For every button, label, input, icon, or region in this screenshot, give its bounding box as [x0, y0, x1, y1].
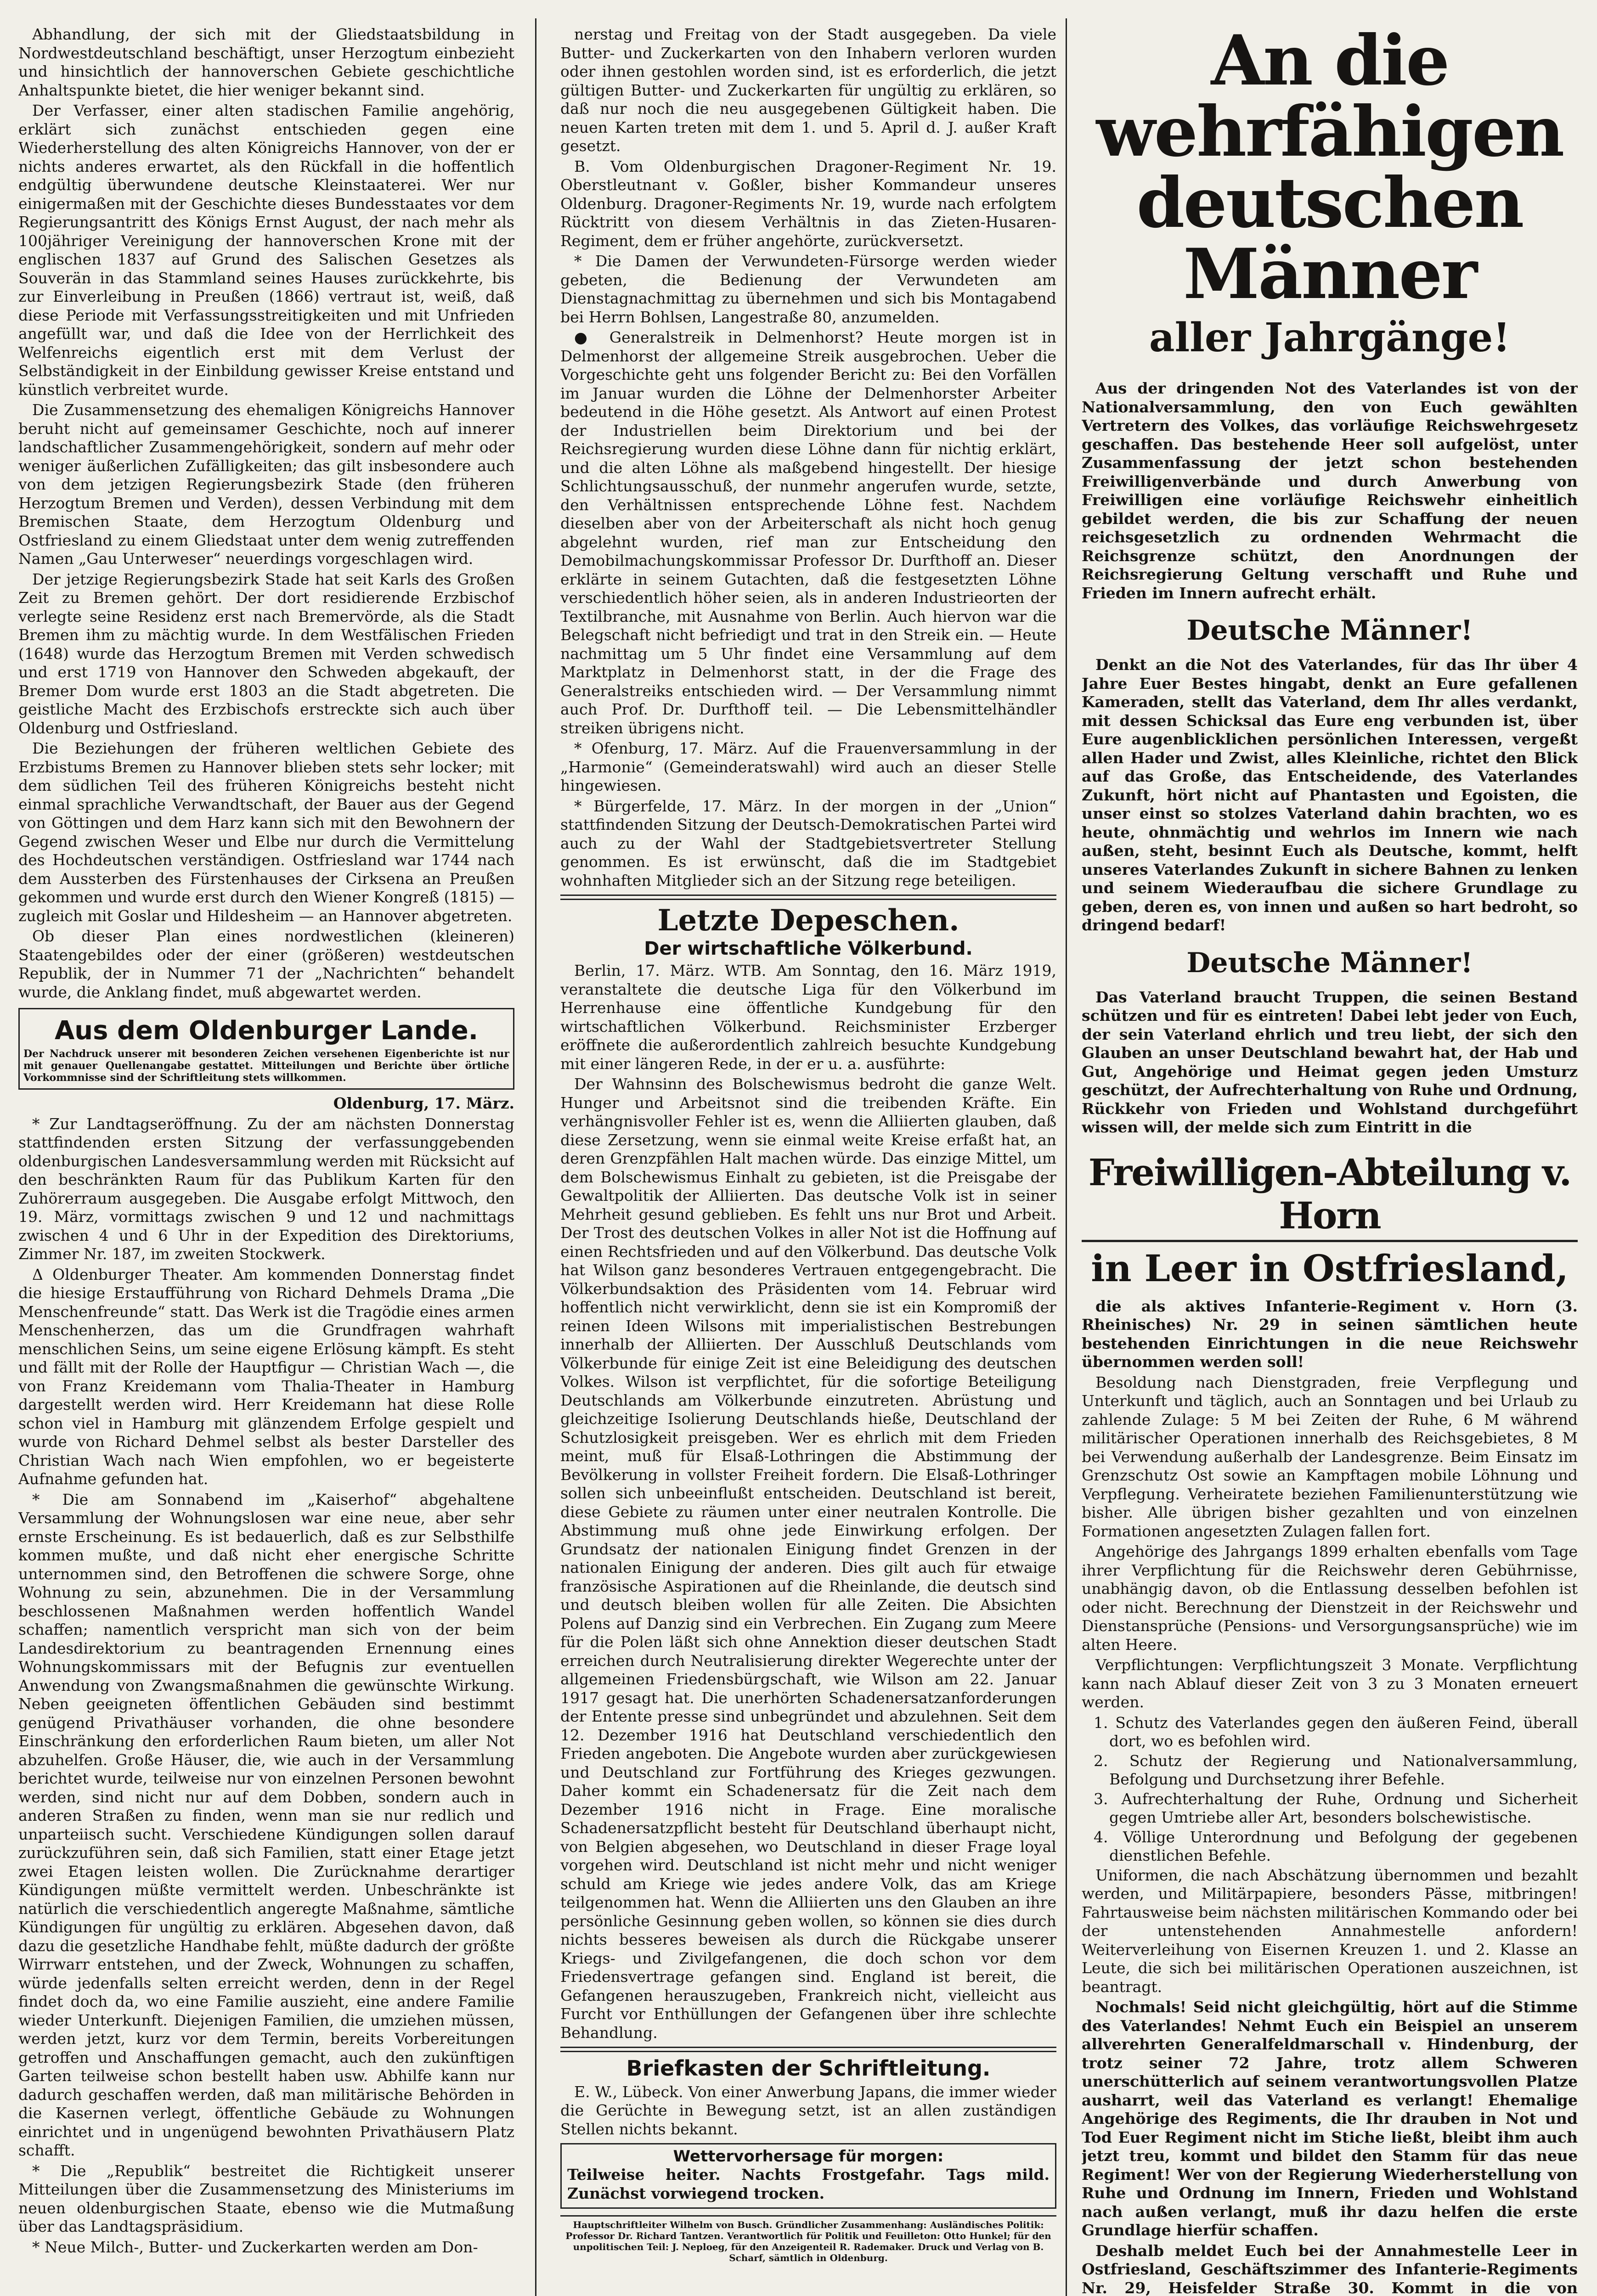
article-nordwestdeutschland: [18, 25, 514, 1002]
briefkasten-text: E. W., Lübeck. Von einer Anwerbung Japans, die immer wieder die Gerüchte in Bewegung setzt, ist an allen zuständigen Stellen nichts bekannt.: [560, 2082, 1056, 2138]
section-title: Aus dem Oldenburger Lande.: [54, 1016, 479, 1046]
paragraph: Ob dieser Plan eines nordwestlichen (kleineren) Staatengebildes oder der einer (größeren) westdeutschen Republik, der in Nummer 71 der „Nachrichten“ behandelt wurde, die Anklang findet, muß abgewartet werden.: [18, 927, 514, 1001]
column-2: [560, 25, 1056, 2296]
dateline: Oldenburg, 17. März.: [333, 1094, 514, 1112]
paragraph: nerstag und Freitag von der Stadt ausgegeben. Da viele Butter- und Zuckerkarten von den Inhabern verloren wurden oder ihnen gestohlen worden sind, ist es erforderlich, die jetzt gültigen Butter- und Zuckerkarten für ungültig zu erklären, so daß nur noch die neu ausgegebenen Gültigkeit haben. Die neuen Karten treten mit dem 1. und 5. April d. J. außer Kraft gesetzt.: [560, 25, 1056, 155]
section-note: Der Nachdruck unserer mit besonderen Zeichen versehenen Eigenberichte ist nur mit genauer Quellenangabe gestattet. Mitteilungen und Berichte über örtliche Vorkommnisse sind der Schriftleitung stets willkommen.: [23, 1047, 509, 1084]
paragraph: Δ Oldenburger Theater. Am kommenden Donnerstag findet die hiesige Erstaufführung von Richard Dehmels Drama „Die Menschenfreunde“ statt. Das Werk ist die Tragödie eines armen Menschenherzen, das um die Grundfragen wahrhaft menschlichen Seins, um seine eigene Erlösung kämpft. Es steht und fällt mit der Rolle der Hauptfigur — Christian Wach —, die von Franz Kreidemann vom Thalia-Theater in Hamburg dargestellt werden wird. Herr Kreidemann hat diese Rolle schon viel in Hamburg mit glänzendem Erfolge gespielt und wurde von Richard Dehmel selbst als bester Darsteller des Christian Wach nach Wien empfohlen, wo er begeisterte Aufnahme gefunden hat.: [18, 1265, 514, 1488]
weather-box: [560, 2143, 1056, 2209]
appeal-paragraph: Das Vaterland braucht Truppen, die seinen Bestand schützen und für es eintreten! Dabei lebt jeder von Euch, der sein Vaterland ehrlich und treu liebt, der sich den Glauben an unser Deutschland bewahrt hat, der Hab und Gut, Angehörige und Heimat gegen jeden Umsturz geschützt, der Aufrechterhaltung von Ruhe und Ordnung, Rückkehr von Frieden und Wohlstand durchgeführt wissen will, der melde sich zum Eintritt in die: [1082, 988, 1578, 1136]
appeal-paragraph: Denkt an die Not des Vaterlandes, für das Ihr über 4 Jahre Euer Bestes hingabt, denkt an Eure gefallenen Kameraden, stellt das Vaterland, dem Ihr alles verdankt, mit dessen Schicksal das Eure eng verbunden ist, über Eure augenblicklichen persönlichen Interessen, vergeßt allen Hader und Zwist, alles Kleinliche, richtet den Blick auf das Große, das Entscheidende, des Vaterlandes Zukunft, hört nicht auf Phantasten und Egoisten, die unser einst so stolzes Vaterland dahin brachten, wo es heute, ohnmächtig und wehrlos im Innern wie nach außen, steht, besinnt Euch als Deutsche, kommt, helft unseres Vaterlandes Zukunft in sichere Bahnen zu lenken und seinem Wiederaufbau die sichere Grundlage zu geben, deren es, von innen und außen so hart bedroht, so dringend bedarf!: [1082, 656, 1578, 934]
paragraph: * Zur Landtagseröffnung. Zu der am nächsten Donnerstag stattfindenden ersten Sitzung der verfassunggebenden oldenburgischen Landesversammlung werden mit Rücksicht auf den beschränkten Raum für das Publikum Karten für den Zuhörerraum ausgegeben. Die Ausgabe erfolgt Mittwoch, den 19. März, vormittags zwischen 9 und 12 und nachmittags zwischen 4 und 6 Uhr in der Expedition des Direktoriums, Zimmer Nr. 187, im zweiten Stockwerk.: [18, 1114, 514, 1263]
article-voelkerbund: [560, 962, 1056, 2042]
duty-list-item: 3. Aufrechterhaltung der Ruhe, Ordnung und Sicherheit gegen Umtriebe aller Art, besonders bolschewistische.: [1094, 1790, 1578, 1826]
column-1: [18, 25, 514, 2296]
appeal-title-line-3: aller Jahrgänge!: [1149, 315, 1511, 361]
column-3-advertisement: [1082, 25, 1578, 2296]
local-news: [18, 1115, 514, 2257]
paragraph: Der Verfasser, einer alten stadischen Familie angehörig, erklärt sich zunächst entschieden gegen eine Wiederherstellung des alten Königreichs Hannover, von der er nichts anderes erwartet, als den Rückfall in die hoffentlich endgültig überwundene deutsche Kleinstaaterei. Wer nur einigermaßen mit der Geschichte dieses Bundesstaates vor dem Regierungsantritt des Königs Ernst August, der nach mehr als 100jähriger Vereinigung der hannoverschen Krone mit der englischen 1837 auf Grund des Salischen Gesetzes als Souverän in das Stammland seines Hauses zurückkehrte, bis zur Einverleibung in Preußen (1866) vertraut ist, weiß, daß diese Periode mit Verfassungsstreitigkeiten und mit Unfrieden angefüllt war, und daß die Idee von der Herrlichkeit des Welfenreichs eigentlich erst mit dem Verlust der Selbständigkeit in der Einbildung gewisser Kreise entstand und künstlich verbreitet wurde.: [18, 101, 514, 399]
briefkasten-title: Briefkasten der Schriftleitung.: [626, 2056, 991, 2081]
weather-text: Teilweise heiter. Nachts Frostgefahr. Tags mild. Zunächst vorwiegend trocken.: [567, 2166, 1050, 2202]
weather-title: Wettervorhersage für morgen:: [673, 2147, 944, 2166]
appeal-title-line-1: An die wehrfähigen: [1096, 25, 1563, 172]
appeal-subhead: Deutsche Männer!: [1186, 614, 1473, 647]
paragraph: * Die „Republik“ bestreitet die Richtigkeit unserer Mitteilungen über die Zusammensetzung des Ministeriums im neuen oldenburgischen Staate, ebenso wie die Mutmaßung über das Landtagspräsidium.: [18, 2161, 514, 2236]
paragraph: Berlin, 17. März. WTB. Am Sonntag, den 16. März 1919, veranstaltete die deutsche Liga für den Völkerbund im Herrenhause eine öffentliche Kundgebung für den wirtschaftlichen Völkerbund. Reichsminister Erzberger eröffnete die außerordentlich zahlreich besuchte Kundgebung mit einer längeren Rede, in der er u. a. ausführte:: [560, 962, 1056, 1073]
paragraph: * Neue Milch-, Butter- und Zuckerkarten werden am Don-: [32, 2238, 478, 2256]
unit-name: Freiwilligen-Abteilung v. Horn: [1088, 1150, 1571, 1237]
divider: [560, 2047, 1056, 2052]
paragraph: B. Vom Oldenburgischen Dragoner-Regiment Nr. 19. Oberstleutnant v. Goßler, bisher Kommandeur unseres Oldenburg. Dragoner-Regiments Nr. 19, wurde nach erfolgtem Rücktritt von diesem Verhältnis in das Zieten-Husaren-Regiment, dem er früher angehörte, zurückversetzt.: [560, 157, 1056, 250]
unit-location: in Leer in Ostfriesland,: [1082, 1240, 1578, 1290]
paragraph: Der Wahnsinn des Bolschewismus bedroht die ganze Welt. Hunger und Arbeitsnot sind die treibenden Kräfte. Ein verhängnisvoller Fehler ist es, wenn die Alliierten glauben, daß diese Zersetzung, wenn sie einmal weite Kreise erfaßt hat, an deren Grenzpfählen Halt machen würde. Das einzige Mittel, um dem Bolschewismus Einhalt zu gebieten, ist die Preisgabe der Gewaltpolitik der Alliierten. Das deutsche Volk ist in seiner Mehrheit gesund geblieben. Es fehlt uns nur Brot und Arbeit. Der Trost des deutschen Volkes in aller Not ist die Hoffnung auf einen Rechtsfrieden und auf den Völkerbund. Das deutsche Volk hat Wilson ganz besonderes Vertrauen entgegengebracht. Die Völkerbundsaktion des Präsidenten vom 14. Februar wird hoffentlich nicht verwirklicht, denn sie ist ein Kompromiß der reinen Ideen Wilsons mit imperialistischen Bestrebungen innerhalb der Alliierten. Der Ausschluß Deutschlands vom Völkerbunde für einige Zeit ist eine Beleidigung des deutschen Volkes. Wilson ist verpflichtet, für die sofortige Beteiligung Deutschlands am Völkerbunde einzutreten. Abrüstung und gleichzeitige Isolierung Deutschlands hieße, Deutschland der Schutzlosigkeit preisgeben. Wer es ehrlich mit dem Frieden meint, muß für Elsaß-Lothringen die Abstimmung der Bevölkerung in vollster Freiheit fordern. Die Elsaß-Lothringer sollen sich unbeeinflußt entscheiden. Deutschland ist bereit, diese Gebiete zu räumen unter einer neutralen Kontrolle. Die Abstimmung muß ohne jede Einwirkung erfolgen. Der Grundsatz der nationalen Einigung findet Grenzen in der nationalen Einigung der anderen. Dies gilt auch für etwaige französische Aspirationen auf die Rheinlande, die deutsch sind und deutsch bleiben wollen für alle Zeiten. Die Absichten Polens auf Danzig sind ein Verbrechen. Ein Zugang zum Meere für die Polen läßt sich ohne Annektion dieser deutschen Stadt erreichen durch Neutralisierung direkter Wegerechte unter der allgemeinen Friedensbürgschaft, wie Wilson am 22. Januar 1917 gesagt hat. Die unerhörten Schadenersatzanforderungen der Entente presse sind unbegründet und abzulehnen. Seit dem 12. Dezember 1916 hat Deutschland verschiedentlich den Frieden angeboten. Die Angebote wurden aber zurückgewiesen und Deutschland zur Fortführung des Krieges gezwungen. Daher kommt ein Schadenersatz für die Zeit nach dem Dezember 1916 nicht in Frage. Eine moralische Schadenersatzpflicht besteht für Deutschland überhaupt nicht, von Belgien abgesehen, wo Deutschland in dieser Frage loyal vorgehen wird. Deutschland ist nicht mehr und nicht weniger schuld am Kriege wie jedes andere Volk, das am Kriege teilgenommen hat. Wenn die Alliierten uns den Glauben an ihre persönliche Gesinnung geben wollen, so können sie dies durch nichts besseres beweisen als durch die Rückgabe unserer Kriegs- und Zivilgefangenen, die doch schon vor dem Friedensvertrage gefangen sind. England ist bereit, die Gefangenen herauszugeben, Frankreich nicht, vielleicht aus Furcht vor Enthüllungen der Gefangenen über ihre schlechte Behandlung.: [560, 1075, 1056, 2042]
paragraph: * Die am Sonnabend im „Kaiserhof“ abgehaltene Versammlung der Wohnungslosen war eine neue, aber sehr ernste Erscheinung. Es ist bedauerlich, daß es zur Selbsthilfe kommen mußte, und daß nicht eher energische Schritte unternommen sind, den Betroffenen die schwere Sorge, ohne Wohnung zu sein, abzunehmen. Die in der Versammlung beschlossenen Maßnahmen werden hoffentlich Wandel schaffen; namentlich verspricht man sich von der beim Landesdirektorium zu beantragenden Ernennung eines Wohnungskommissars mit der Befugnis zur eventuellen Anwendung von Zwangsmaßnahmen die gewünschte Wirkung. Neben geeigneten öffentlichen Gebäuden sind bestimmt genügend Privathäuser vorhanden, die ohne besondere Einschränkung den erforderlichen Raum bieten, um aller Not abzuhelfen. Große Häuser, die, wie auch in der Versammlung berichtet wurde, teilweise nur von einzelnen Personen bewohnt werden, sind nicht nur auf dem Dobben, sondern auch in anderen Straßen zu finden, wenn man sie nur redlich und unparteiisch sucht. Verschiedene Kündigungen sollen darauf zurückzuführen sein, daß sich Familien, statt einer Etage jetzt zwei Etagen leisten wollen. Die Zurücknahme derartiger Kündigungen müßte vermittelt werden. Unbeschränkte ist natürlich die verschiedentlich angeregte Maßnahme, sämtliche Kündigungen für ungültig zu erklären. Abgesehen davon, daß dazu die gesetzliche Handhabe fehlt, müßte dadurch der größte Wirrwarr entstehen, und der Zweck, Wohnungen zu schaffen, würde jedenfalls selten erreicht werden, denn in der Regel findet doch da, wo eine Familie auszieht, eine andere Familie wieder Unterkunft. Diejenigen Familien, die umziehen müssen, werden jetzt, kurz vor dem Termin, bereits Vorbereitungen getroffen und Anschaffungen gemacht, auch den zukünftigen Garten teilweise schon bestellt haben usw. Abhilfe kann nur dadurch geschaffen werden, daß man militärische Behörden in die Kasernen verlegt, öffentliche Gebäude zu Wohnungen einrichtet und in ungenügend bewohnten Privathäusern Platz schafft.: [18, 1490, 514, 2160]
appeal-paragraph: Angehörige des Jahrgangs 1899 erhalten ebenfalls vom Tage ihrer Verpflichtung für die Reichswehr deren Gebührnisse, unabhängig davon, ob die Entlassung desselben befohlen ist oder nicht. Berechnung der Dienstzeit in der Reichswehr und Dienstansprüche (Pensions- und Versorgungsansprüche) wie im alten Heere.: [1082, 1542, 1578, 1654]
paragraph: Abhandlung, der sich mit der Gliedstaatsbildung in Nordwestdeutschland beschäftigt, unser Herzogtum einbezieht und hinsichtlich der hannoverschen Gebiete geschichtliche Anhaltspunkte bietet, die hier weniger bekannt sind.: [18, 25, 514, 99]
appeal-paragraph: Uniformen, die nach Abschätzung übernommen und bezahlt werden, und Militärpapiere, besonders Pässe, mitbringen! Fahrtausweise beim nächsten militärischen Kommando oder bei der untenstehenden Annahmestelle anfordern! Weiterverleihung von Eisernen Kreuzen 1. und 2. Klasse an Leute, die sich bei militärischen Operationen auszeichnen, ist beantragt.: [1082, 1866, 1578, 1996]
depeschen-title: Letzte Depeschen.: [657, 903, 959, 938]
paragraph: Die Zusammensetzung des ehemaligen Königreichs Hannover beruht nicht auf gemeinsamer Geschichte, noch auf innerer landschaftlicher Zusammengehörigkeit, sondern auf mehr oder weniger äußerlichen Zufälligkeiten; das gilt insbesondere auch von dem jetzigen Regierungsbezirk Stade (den früheren Herzogtum Bremen und Verden), dessen Verbindung mit dem Bremischen Staate, dem Herzogtum Oldenburg und Ostfriesland zu einem Gliedstaat unter dem wenig zutreffenden Namen „Gau Unterweser“ neuerdings vorgeschlagen wird.: [18, 401, 514, 568]
appeal-title-line-2: deutschen Männer: [1136, 163, 1523, 315]
impressum: Hauptschriftleiter Wilhelm von Busch. Gründlicher Zusammenhang: Ausländisches Politik: Professor Dr. Richard Tantzen. Verantwortlich für Politik und Feuilleton: Otto Hunkel; für den unpolitischen Teil: J. Neploeg, für den Anzeigenteil R. Rademaker. Druck und Verlag von B. Scharf, sämtlich in Oldenburg.: [560, 2215, 1056, 2263]
column-rule: [1066, 18, 1067, 2296]
appeal-subhead: Deutsche Männer!: [1186, 946, 1473, 979]
column-rule: [535, 18, 536, 2296]
paragraph: Die Beziehungen der früheren weltlichen Gebiete des Erzbistums Bremen zu Hannover blieben stets sehr locker; mit dem südlichen Teil des früheren Königreichs besteht nicht einmal sprachliche Verwandtschaft, der Bauer aus der Gegend von Göttingen und dem Harz kann sich mit den Bewohnern der Gegend zwischen Weser und Elbe nur durch die Vermittelung des Hochdeutschen verständigen. Ostfriesland war 1744 nach dem Aussterben des Fürstenhauses der Cirksena an Preußen gekommen und wurde erst durch den Wiener Kongreß (1815) — zugleich mit Goslar und Hildesheim — an Hannover abgetreten.: [18, 739, 514, 925]
depeschen-subtitle: Der wirtschaftliche Völkerbund.: [644, 938, 973, 960]
paragraph: * Ofenburg, 17. März. Auf die Frauenversammlung in der „Harmonie“ (Gemeinderatswahl) wird auch an dieser Stelle hingewiesen.: [560, 739, 1056, 794]
appeal-paragraph: Nochmals! Seid nicht gleichgültig, hört auf die Stimme des Vaterlandes! Nehmt Euch ein Beispiel an unserem allverehrten Generalfeldmarschall v. Hindenburg, der trotz seiner 72 Jahre, trotz allem Schweren unerschütterlich auf seinem verantwortungsvollen Platze ausharrt, weil das Vaterland es verlangt! Ehemalige Angehörige des Regiments, die Ihr drauben in Not und Tod Euer Regiment nicht im Stiche ließt, bleibt ihm auch jetzt treu, kommt und bildet den Stamm für das neue Regiment! Wer von der Regierung Wiederherstellung von Ruhe und Ordnung im Innern, Frieden und Wohlstand nach außen verlangt, muß ihr dazu helfen die erste Grundlage hierfür schaffen.: [1082, 1998, 1578, 2239]
appeal-paragraph: Besoldung nach Dienstgraden, freie Verpflegung und Unterkunft und täglich, auch an Sonntagen und bei Urlaub zu zahlende Zulage: 5 M bei Zeiten der Ruhe, 6 M während militärischer Operationen innerhalb des Reichsgebietes, 8 M bei Verwendung außerhalb der Landesgrenze. Beim Einsatz im Grenzschutz Ost sowie an Kampftagen mobile Löhnung und Verpflegung. Verheiratete beziehen Familienunterstützung wie bisher. Alle übrigen bisher gezahlten und von einzelnen Formationen angesetzten Zulagen fallen fort.: [1082, 1373, 1578, 1540]
appeal-paragraph: die als aktives Infanterie-Regiment v. Horn (3. Rheinisches) Nr. 29 in seinen sämtlichen heute bestehenden Einrichtungen in die neue Reichswehr übernommen werden soll!: [1082, 1297, 1578, 1371]
duty-list-item: 1. Schutz des Vaterlandes gegen den äußeren Feind, überall dort, wo es befohlen wird.: [1094, 1713, 1578, 1750]
appeal-intro: Aus der dringenden Not des Vaterlandes ist von der Nationalversammlung, den von Euch gewählten Vertretern des Volkes, das vorläufige Reichswehrgesetz geschaffen. Das bestehende Heer soll aufgelöst, unter Zusammenfassung der jetzt schon bestehenden Freiwilligenverbände und durch Anwerbung von Freiwilligen eine vorläufige Reichswehr einheitlich gebildet werden, die bis zur Schaffung der neuen reichsgesetzlich zu ordnenden Wehrmacht die Reichsgrenze schützt, den Anordnungen der Reichsregierung Geltung verschafft und Ruhe und Frieden im Innern aufrecht erhält.: [1082, 379, 1578, 602]
local-news-continued: [560, 25, 1056, 890]
section-header-box: [18, 1008, 514, 1090]
paragraph: * Die Damen der Verwundeten-Fürsorge werden wieder gebeten, die Bedienung der Verwundeten am Dienstagnachmittag zu übernehmen und sich bis Montagabend bei Herrn Bohlsen, Langestraße 80, anzumelden.: [560, 252, 1056, 326]
paragraph: * Bürgerfelde, 17. März. In der morgen in der „Union“ stattfindenden Sitzung der Deutsch-Demokratischen Partei wird auch zu der Wahl der Stadtgebietsvertreter Stellung genommen. Es ist erwünscht, daß die im Stadtgebiet wohnhaften Mitglieder sich an der Sitzung rege beteiligen.: [560, 797, 1056, 889]
duty-list-item: 2. Schutz der Regierung und Nationalversammlung, Befolgung und Durchsetzung ihrer Befehle.: [1094, 1751, 1578, 1788]
appeal-paragraph: Verpflichtungen: Verpflichtungszeit 3 Monate. Verpflichtung kann nach Ablauf dieser Zeit von 3 zu 3 Monaten erneuert werden.: [1082, 1656, 1578, 1711]
appeal-paragraph: Deshalb meldet Euch bei der Annahmestelle Leer in Ostfriesland, Geschäftszimmer des Infanterie-Regiments Nr. 29, Heisfelder Straße 30. Kommt in die von: [1082, 2241, 1578, 2296]
duty-list-item: 4. Völlige Unterordnung und Befolgung der gegebenen dienstlichen Befehle.: [1094, 1828, 1578, 1864]
divider: [560, 895, 1056, 900]
paragraph: ● Generalstreik in Delmenhorst? Heute morgen ist in Delmenhorst der allgemeine Streik ausgebrochen. Ueber die Vorgeschichte geht uns folgender Bericht zu: Bei den Vorfällen im Januar wurden die Löhne der Delmenhorster Arbeiter bedeutend in die Höhe gesetzt. Als Antwort auf einen Protest der Industriellen beim Direktorium und bei der Reichsregierung wurden diese Löhne dann für nichtig erklärt, und die alten Löhne als maßgebend hingestellt. Der hiesige Schlichtungsausschuß, der nunmehr angerufen wurde, setzte, den Verhältnissen entsprechende Löhne fest. Nachdem dieselben aber von der Arbeiterschaft als nicht hoch genug abgelehnt wurden, rief man zur Entscheidung den Demobilmachungskommissar Professor Dr. Durfthoff an. Dieser erklärte in seinem Gutachten, daß die festgesetzten Löhne verschiedentlich höher seien, als in anderen Industrieorten der Textilbranche, mit Ausnahme von Berlin. Auch hiervon war die Belegschaft nicht befriedigt und trat in den Streik ein. — Heute nachmittag um 5 Uhr findet eine Versammlung auf dem Marktplatz in Delmenhorst statt, in der die Frage des Generalstreiks entschieden wird. — Der Versammlung nimmt auch Prof. Dr. Durfthoff teil. — Die Lebensmittelhändler streiken übrigens nicht.: [560, 328, 1056, 737]
paragraph: Der jetzige Regierungsbezirk Stade hat seit Karls des Großen Zeit zu Bremen gehört. Der dort residierende Erzbischof verlegte seine Residenz erst nach Bremervörde, als die Stadt Bremen ihm zu mächtig wurde. In dem Westfälischen Frieden (1648) wurde das Herzogtum Bremen mit Verden schwedisch und erst 1719 von Hannover den Schweden abgekauft, der Bremer Dom wurde erst 1803 an die Stadt abgetreten. Die geistliche Macht des Erzbischofs erstreckte sich auch über Oldenburg und Ostfriesland.: [18, 570, 514, 737]
